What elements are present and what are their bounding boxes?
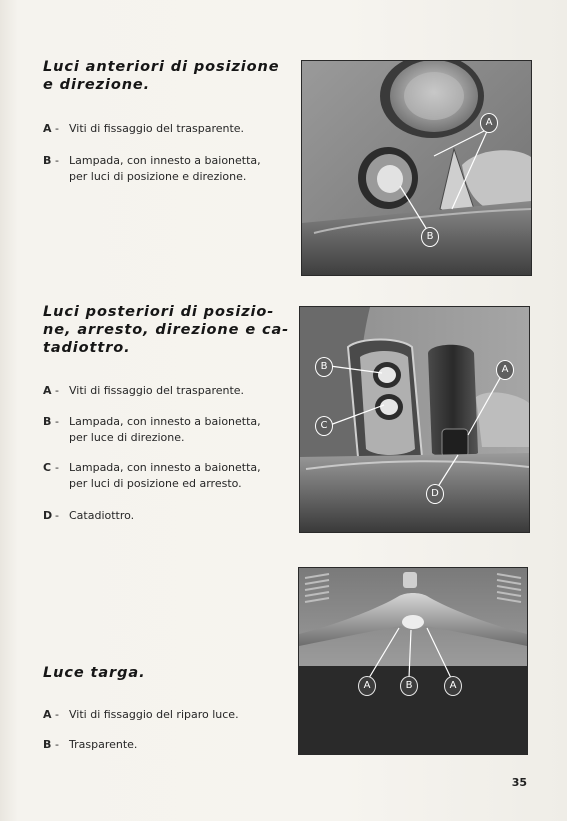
legend-text: Catadiottro. [69,509,135,522]
callout-d: D [426,484,444,504]
heading-line: tadiottro. [43,340,131,356]
legend-rear-c: C - Lampada, con innesto a baionetta, per luci di posizione ed arresto. [43,460,283,492]
legend-text: Viti di fissaggio del trasparente. [69,384,245,397]
heading-plate-light [43,664,145,682]
callout-a: A [444,676,462,696]
heading-rear-lights [43,303,289,357]
callout-a: A [480,113,498,133]
heading-line: e direzione. [43,77,151,93]
legend-letter: B [43,738,52,751]
heading-front-lights [43,58,279,94]
legend-text: Lampada, con innesto a baionetta, [69,415,261,428]
legend-text: Trasparente. [69,738,138,751]
legend-rear-b: B - Lampada, con innesto a baionetta, per luce di direzione. [43,414,283,446]
legend-letter: D [43,509,53,522]
callout-b: B [400,676,418,696]
legend-letter: A [43,122,52,135]
legend-text: per luce di direzione. [69,431,185,444]
legend-front-b: B - Lampada, con innesto a baionetta, per luci di posizione e direzione. [43,153,283,185]
legend-plate-a: A - Viti di fissaggio del riparo luce. [43,707,283,723]
page-number: 35 [511,776,527,789]
legend-rear-d: D - Catadiottro. [43,508,283,524]
heading-line: Luce targa. [43,665,146,681]
legend-plate-b: B - Trasparente. [43,737,283,753]
legend-text: Lampada, con innesto a baionetta, [69,154,261,167]
legend-letter: B [43,154,52,167]
legend-text: per luci di posizione ed arresto. [69,477,242,490]
legend-letter: B [43,415,52,428]
photo-rear-lights [299,306,530,533]
callout-b: B [421,227,439,247]
callout-c: C [315,416,333,436]
plate-light-illustration [299,568,527,754]
legend-rear-a: A - Viti di fissaggio del trasparente. [43,383,283,399]
legend-front-a: A - Viti di fissaggio del trasparente. [43,121,283,137]
heading-line: Luci posteriori di posizio- [43,304,275,320]
callout-a: A [358,676,376,696]
legend-text: Viti di fissaggio del trasparente. [69,122,245,135]
legend-letter: A [43,384,52,397]
heading-line: Luci anteriori di posizione [43,59,280,75]
photo-front-lights [301,60,532,276]
callout-b: B [315,357,333,377]
legend-text: per luci di posizione e direzione. [69,170,247,183]
legend-text: Lampada, con innesto a baionetta, [69,461,261,474]
rear-lights-illustration [300,307,529,532]
photo-plate-light [298,567,528,755]
callout-a: A [496,360,514,380]
legend-letter: A [43,708,52,721]
legend-letter: C [43,461,52,474]
front-lights-illustration [302,61,531,275]
heading-line: ne, arresto, direzione e ca- [43,322,290,338]
legend-text: Viti di fissaggio del riparo luce. [69,708,239,721]
